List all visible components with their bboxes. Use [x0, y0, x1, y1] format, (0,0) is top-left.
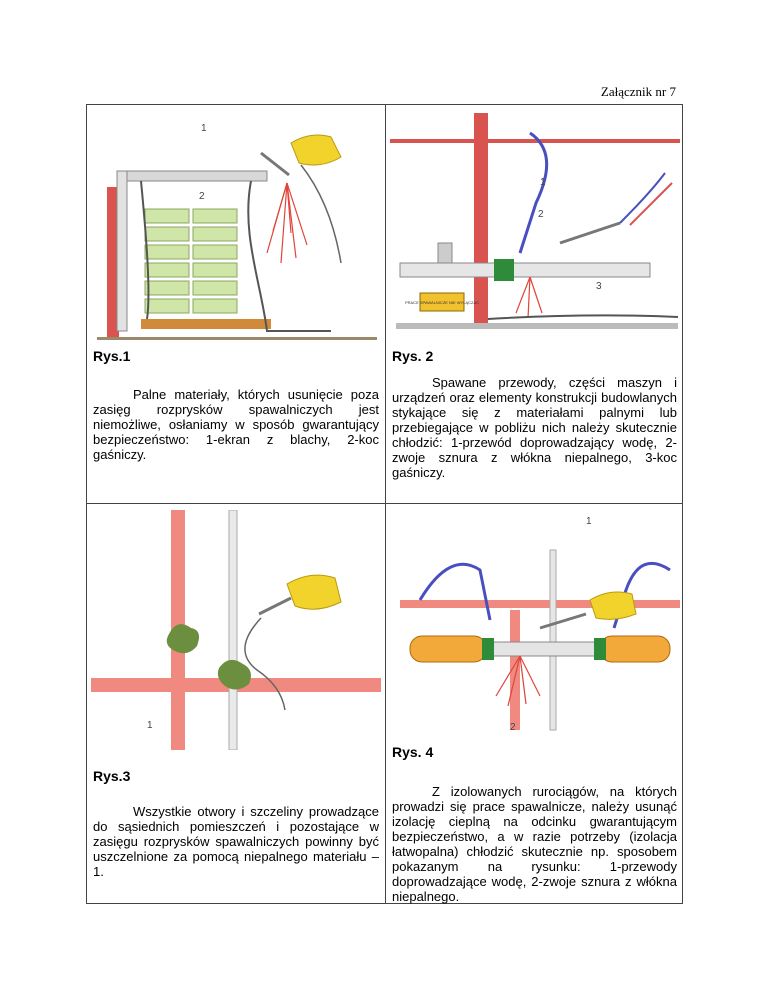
wall-edge: [229, 510, 237, 750]
figure-grid: [86, 104, 683, 904]
sparks: [516, 277, 542, 318]
callout-1: 1: [147, 720, 153, 731]
callout-1: 1: [540, 177, 546, 188]
panel-rys2: [386, 105, 683, 503]
metal-screen: [117, 171, 267, 181]
panel-rys3: [87, 504, 385, 904]
figure-label-rys2: Rys. 2: [392, 348, 434, 364]
water-hose-left: [420, 564, 490, 620]
figure-label-rys3: Rys.3: [93, 768, 131, 784]
illustration-rys3: [91, 510, 381, 750]
water-hose: [520, 133, 547, 253]
valve: [438, 243, 452, 263]
callout-1: 1: [586, 516, 592, 527]
pipe: [400, 263, 650, 277]
floor: [396, 323, 678, 329]
rope-wrap-left: [482, 638, 494, 660]
callout-2: 2: [510, 722, 516, 733]
figure-description-rys4: Z izolowanych rurociągów, na których prowadzi się prace spawalnicze, należy usunąć izolację cieplną na odcinku gwarantującym bezpieczeństwo, a w razie potrzeby (izolacja łatwopalna) chłodzić skutecznie np. sposobem pokazanym na rysunku: 1-przewody doprowadzające wodę, 2-zwoje sznura z włókna niepalnego.: [392, 784, 677, 904]
sparks: [267, 183, 307, 263]
insulation-right: [600, 636, 670, 662]
rope-wrap: [494, 259, 514, 281]
figure-label-rys1: Rys.1: [93, 348, 131, 364]
red-beam: [390, 139, 680, 143]
pallet: [141, 319, 271, 329]
figure-description-rys2: Spawane przewody, części maszyn i urządzeń oraz elementy konstrukcji budowlanych stykające się z materiałami palnymi lub przebiegające w pobliżu nich należy skutecznie chłodzić: 1-przewód doprowadzający wodę, 2-zwoje sznura z włókna niepalnego, 3-koc gaśniczy.: [392, 375, 677, 480]
red-beam: [400, 600, 680, 608]
screen-leg: [117, 171, 127, 331]
illustration-rys2: [390, 113, 680, 341]
sign-text: PRACE SPAWALNICZE NIE WYŁĄCZAĆ: [404, 300, 480, 305]
fire-blanket: [488, 315, 678, 319]
illustration-rys4: [390, 510, 680, 738]
figure-label-rys4: Rys. 4: [392, 744, 434, 760]
red-column: [474, 113, 488, 323]
annex-label: Załącznik nr 7: [600, 84, 676, 99]
panel-rys1: [87, 105, 385, 503]
figure-description-rys1: Palne materiały, których usunięcie poza zasięg rozprysków spawalniczych jest niemożliwe, osłaniamy w sposób gwarantujący bezpieczeństwo: 1-ekran z blachy, 2-koc gaśniczy.: [93, 387, 379, 462]
illustration-rys1: [91, 113, 381, 341]
callout-2: 2: [199, 191, 205, 202]
torch: [259, 598, 291, 614]
figure-description-rys3: Wszystkie otwory i szczeliny prowadzące do sąsiednich pomieszczeń i pozostające w zasięgu rozprysków spawalniczych powinny być uszczelnione za pomocą niepalnego materiału – 1.: [93, 804, 379, 879]
bare-pipe: [486, 642, 600, 656]
torch: [560, 223, 620, 243]
callout-3: 3: [596, 281, 602, 292]
glove-icon: [287, 575, 341, 609]
glove-icon: [590, 592, 636, 619]
callout-1: 1: [201, 123, 207, 134]
insulation-left: [410, 636, 486, 662]
callout-2: 2: [538, 209, 544, 220]
panel-rys4: [386, 504, 683, 904]
glove-icon: [291, 135, 341, 165]
floor: [97, 337, 377, 340]
rope-wrap-right: [594, 638, 606, 660]
torch: [540, 614, 586, 628]
